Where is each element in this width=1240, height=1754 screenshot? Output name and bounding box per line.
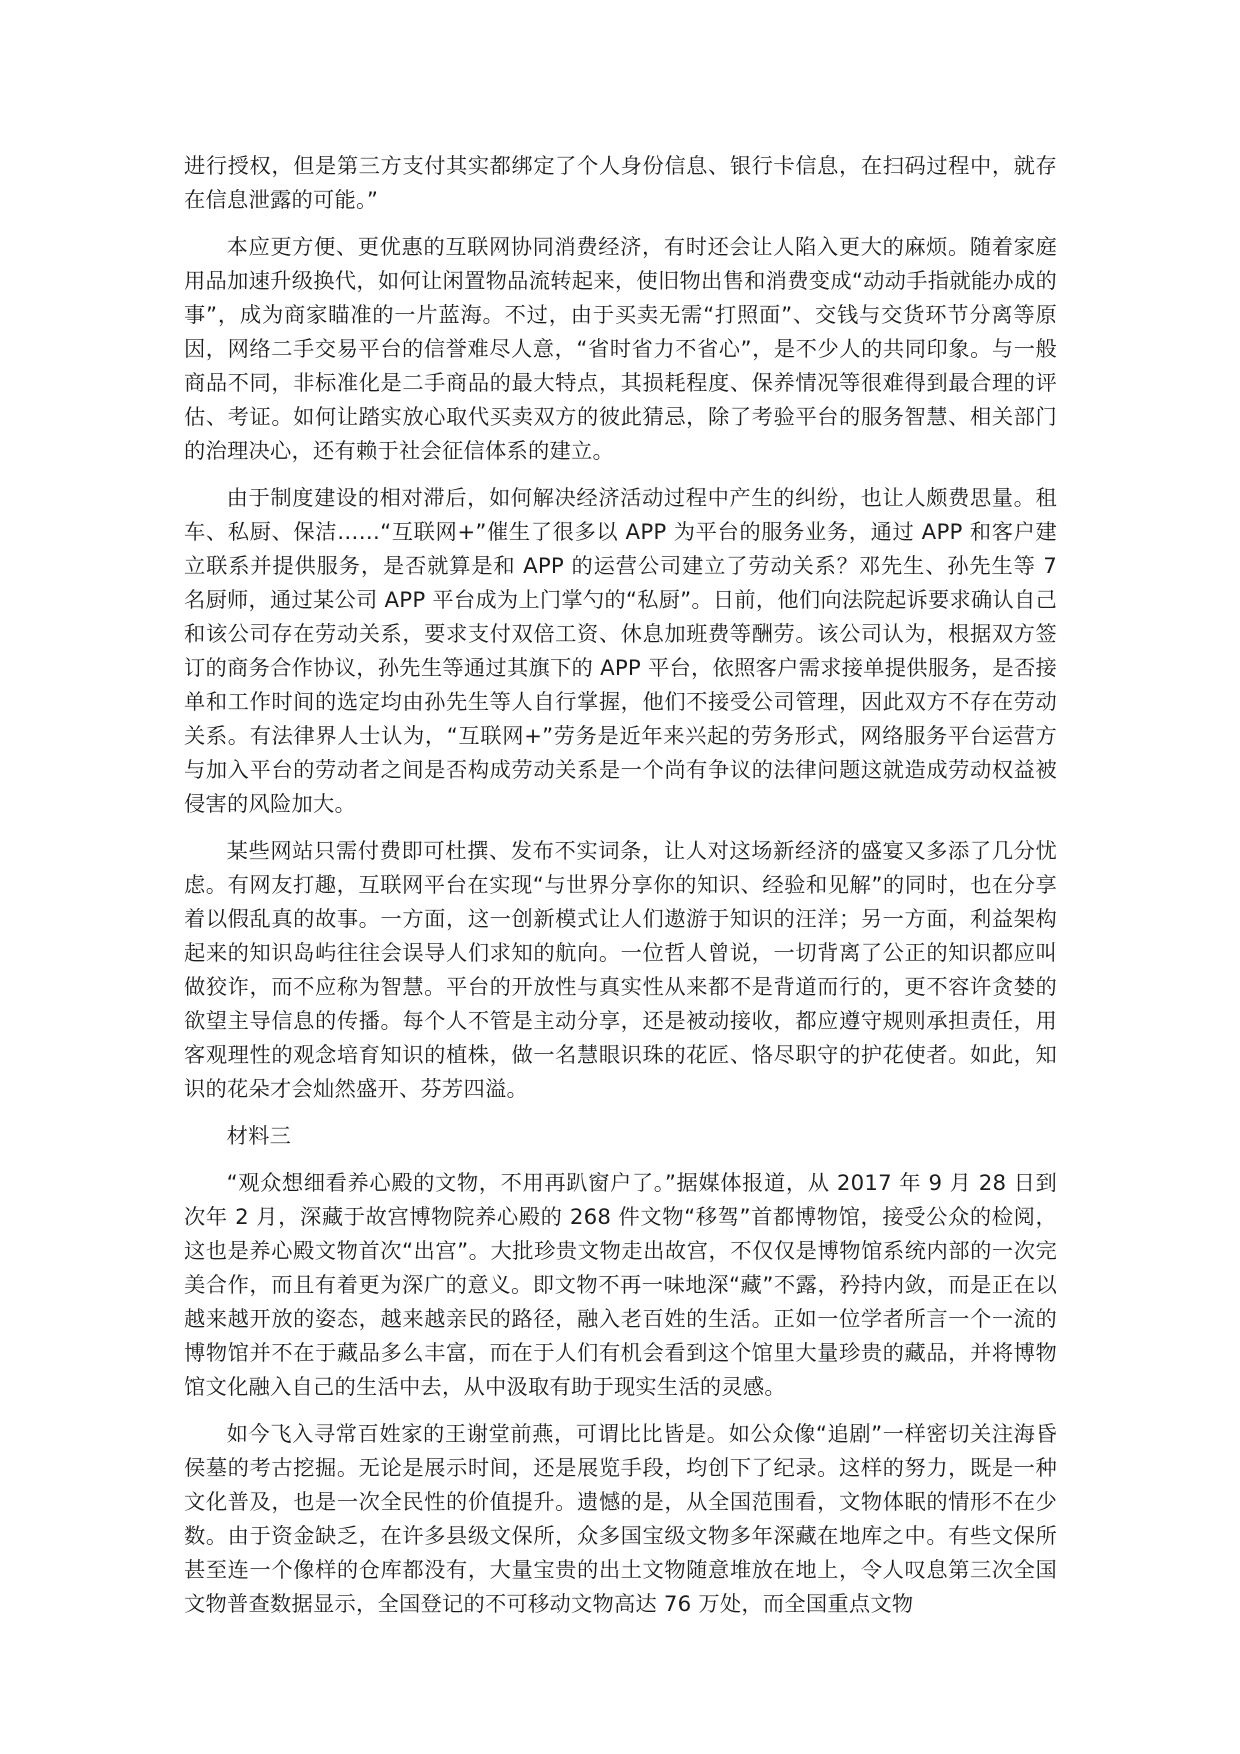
- document-page: [184, 150, 1057, 1635]
- paragraph-labor-relations: 由于制度建设的相对滞后，如何解决经济活动过程中产生的纠纷，也让人颇费思量。租车、私厨、保洁……“互联网+”催生了很多以 APP 为平台的服务业务，通过 APP 和客户建立联系并提供服务，是否就算是和 APP 的运营公司建立了劳动关系？邓先生、孙先生等 7 名厨师，通过某公司 APP 平台成为上门掌勺的“私厨”。日前，他们向法院起诉要求确认自己和该公司存在劳动关系，要求支付双倍工资、休息加班费等酬劳。该公司认为，根据双方签订的商务合作协议，孙先生等通过其旗下的 APP 平台，依照客户需求接单提供服务，是否接单和工作时间的选定均由孙先生等人自行掌握，他们不接受公司管理，因此双方不存在劳动关系。有法律界人士认为，“互联网+”劳务是近年来兴起的劳务形式，网络服务平台运营方与加入平台的劳动者之间是否构成劳动关系是一个尚有争议的法律问题这就造成劳动权益被侵害的风险加大。: [184, 486, 1057, 817]
- paragraph-cultural-relics: 如今飞入寻常百姓家的王谢堂前燕，可谓比比皆是。如公众像“追剧”一样密切关注海昏侯墓的考古挖掘。无论是展示时间，还是展览手段，均创下了纪录。这样的努力，既是一种文化普及，也是一次全民性的价值提升。遗憾的是，从全国范围看，文物体眠的情形不在少数。由于资金缺乏，在许多县级文保所，众多国宝级文物多年深藏在地库之中。有些文保所甚至连一个像样的仓库都没有，大量宝贵的出土文物随意堆放在地上，令人叹息第三次全国文物普查数据显示，全国登记的不可移动文物高达 76 万处，而全国重点文物: [184, 1422, 1057, 1617]
- section-heading-material-three: 材料三: [226, 1124, 292, 1149]
- paragraph-palace-museum: “观众想细看养心殿的文物，不用再趴窗户了。”据媒体报道，从 2017 年 9 月 28 日到次年 2 月，深藏于故宫博物院养心殿的 268 件文物“移驾”首都博物馆，接受公众的检阅，这也是养心殿文物首次“出宫”。大批珍贵文物走出故宫，不仅仅是博物馆系统内部的一次完美合作，而且有着更为深广的意义。即文物不再一味地深“藏”不露，矜持内敛，而是正在以越来越开放的姿态，越来越亲民的路径，融入老百姓的生活。正如一位学者所言一个一流的博物馆并不在于藏品多么丰富，而在于人们有机会看到这个馆里大量珍贵的藏品，并将博物馆文化融入自己的生活中去，从中汲取有助于现实生活的灵感。: [184, 1171, 1057, 1400]
- paragraph-knowledge-sharing: 某些网站只需付费即可杜撰、发布不实词条，让人对这场新经济的盛宴又多添了几分忧虑。有网友打趣，互联网平台在实现“与世界分享你的知识、经验和见解”的同时，也在分享着以假乱真的故事。一方面，这一创新模式让人们遨游于知识的汪洋；另一方面，利益架构起来的知识岛屿往往会误导人们求知的航向。一位哲人曾说，一切背离了公正的知识都应叫做狡诈，而不应称为智慧。平台的开放性与真实性从来都不是背道而行的，更不容许贪婪的欲望主导信息的传播。每个人不管是主动分享，还是被动接收，都应遵守规则承担责任，用客观理性的观念培育知识的植株，做一名慧眼识珠的花匠、恪尽职守的护花使者。如此，知识的花朵才会灿然盛开、芬芳四溢。: [184, 839, 1057, 1102]
- paragraph-continuation: 进行授权，但是第三方支付其实都绑定了个人身份信息、银行卡信息，在扫码过程中，就存在信息泄露的可能。”: [184, 154, 1057, 213]
- paragraph-secondhand-trading: 本应更方便、更优惠的互联网协同消费经济，有时还会让人陷入更大的麻烦。随着家庭用品加速升级换代，如何让闲置物品流转起来，使旧物出售和消费变成“动动手指就能办成的事”，成为商家瞄准的一片蓝海。不过，由于买卖无需“打照面”、交钱与交货环节分离等原因，网络二手交易平台的信誉难尽人意，“省时省力不省心”，是不少人的共同印象。与一般商品不同，非标准化是二手商品的最大特点，其损耗程度、保养情况等很难得到最合理的评估、考证。如何让踏实放心取代买卖双方的彼此猜忌，除了考验平台的服务智慧、相关部门的治理决心，还有赖于社会征信体系的建立。: [184, 235, 1057, 464]
